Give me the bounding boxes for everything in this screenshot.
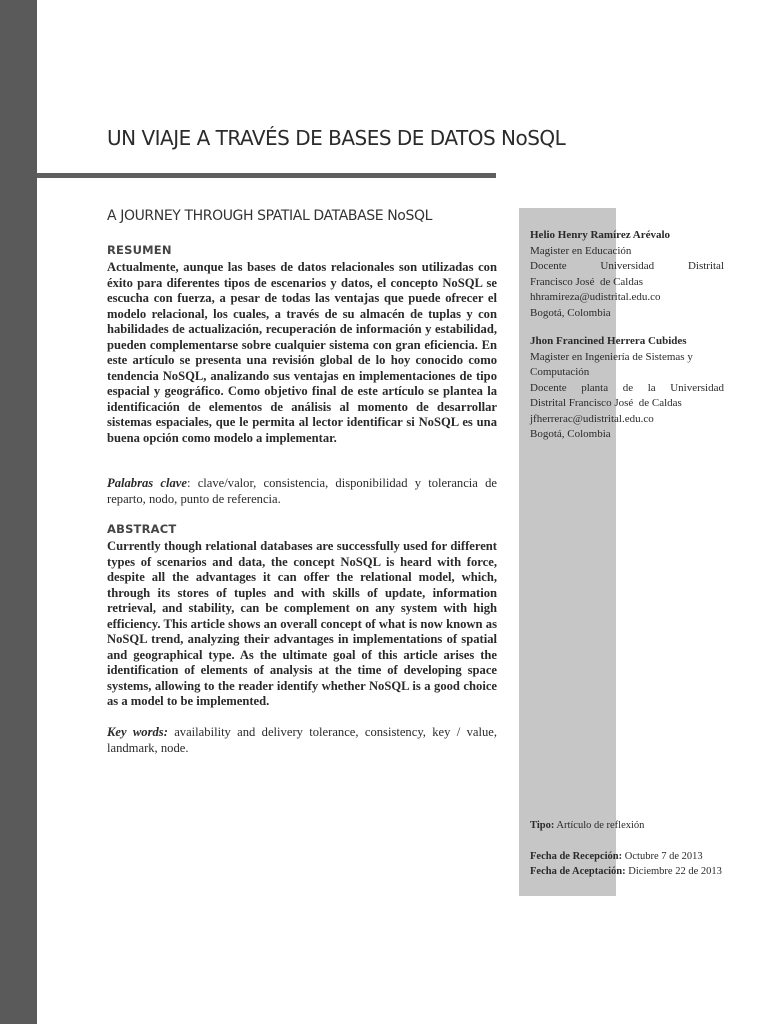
author-2-location: Bogotá, Colombia: [530, 428, 611, 440]
article-type-label: Tipo:: [530, 820, 555, 831]
palabras-clave-text: : clave/valor, consistencia, disponibilidad y tolerancia de reparto, nodo, punto de referencia.: [107, 476, 498, 506]
key-words: [107, 725, 497, 756]
abstract-text: Currently though relational databases are successfully used for different types of scenarios and data, the concept NoSQL is heard with force, despite all the advantages it can offer the relational model, which, through its stores of tuples and with skills of update, information retrieval, and stability, can be complement on any system with high efficiency. This article shows an overall concept of what is now known as NoSQL trend, analyzing their advantages in implementations of spatial and geographical type. As the ultimate goal of this article arises the identification of elements of analysis at the time of developing space systems, allowing to the reader identify whether NoSQL is a good choice as a model to be implemented.: [107, 539, 497, 708]
resumen-text: Actualmente, aunque las bases de datos relacionales son utilizadas con éxito para diferentes tipos de escenarios y datos, el concepto NoSQL se escucha con fuerza, a pesar de todas las ventajas que puede ofrecer el modelo relacional, los cuales, a través de su almacén de tuplas y con habilidades de actualización, recuperación de información y estabilidad, pueden complementarse sobre cualquier sistema con gran eficiencia. En este artículo se presenta una revisión global de lo hoy conocido como tendencia NoSQL, analizando sus ventajas en implementaciones de tipo espacial y geográfico. Como objetivo final de este artículo se plantea la identificación de elementos de análisis al momento de desarrollar sistemas espaciales, que le permita al lector identificar si NoSQL es una buena opción como modelo a implementar.: [107, 260, 497, 445]
author-1-location: Bogotá, Colombia: [530, 306, 611, 319]
palabras-clave-label: Palabras clave: [107, 476, 187, 490]
article-type: [530, 818, 760, 833]
title-divider: [37, 173, 496, 178]
left-margin-bar: [0, 0, 37, 1024]
acceptance-date-label: Fecha de Aceptación:: [530, 866, 626, 877]
acceptance-date: [530, 864, 760, 879]
reception-date-label: Fecha de Recepción:: [530, 851, 623, 862]
author-1-role: Docente Universidad Distrital: [530, 260, 724, 272]
author-2-name: Jhon Francined Herrera Cubides: [530, 335, 687, 347]
acceptance-date-value: Diciembre 22 de 2013: [625, 866, 722, 877]
abstract-heading: ABSTRACT: [107, 522, 177, 536]
author-1-email: hhramireza@udistrital.edu.co: [530, 291, 661, 303]
author-2-email: jfherrerac@udistrital.edu.co: [530, 412, 654, 425]
author-1-name: Helio Henry Ramírez Arévalo: [530, 229, 671, 241]
author-2-role: Docente planta de la Universidad: [530, 381, 724, 394]
article-subtitle: A JOURNEY THROUGH SPATIAL DATABASE NoSQL: [107, 208, 432, 224]
palabras-clave: [107, 476, 497, 507]
reception-date: [530, 849, 760, 864]
author-list: [530, 228, 724, 443]
author-1-institution: Francisco José de Caldas: [530, 275, 644, 288]
key-words-text: availability and delivery tolerance, consistency, key / value, landmark, node.: [107, 725, 497, 755]
resumen-heading: RESUMEN: [107, 243, 172, 257]
author-1-degree: Magister en Educación: [530, 244, 632, 257]
author-2-degree-cont: Computación: [530, 366, 590, 378]
author-2-institution: Distrital Francisco José de Caldas: [530, 397, 682, 409]
author-2-degree: Magister en Ingeniería de Sistemas y: [530, 350, 693, 363]
key-words-label: Key words:: [107, 725, 168, 739]
article-title: UN VIAJE A TRAVÉS DE BASES DE DATOS NoSQL: [107, 126, 566, 150]
article-type-value: Artículo de reflexión: [554, 820, 645, 831]
reception-date-value: Octubre 7 de 2013: [622, 851, 703, 862]
